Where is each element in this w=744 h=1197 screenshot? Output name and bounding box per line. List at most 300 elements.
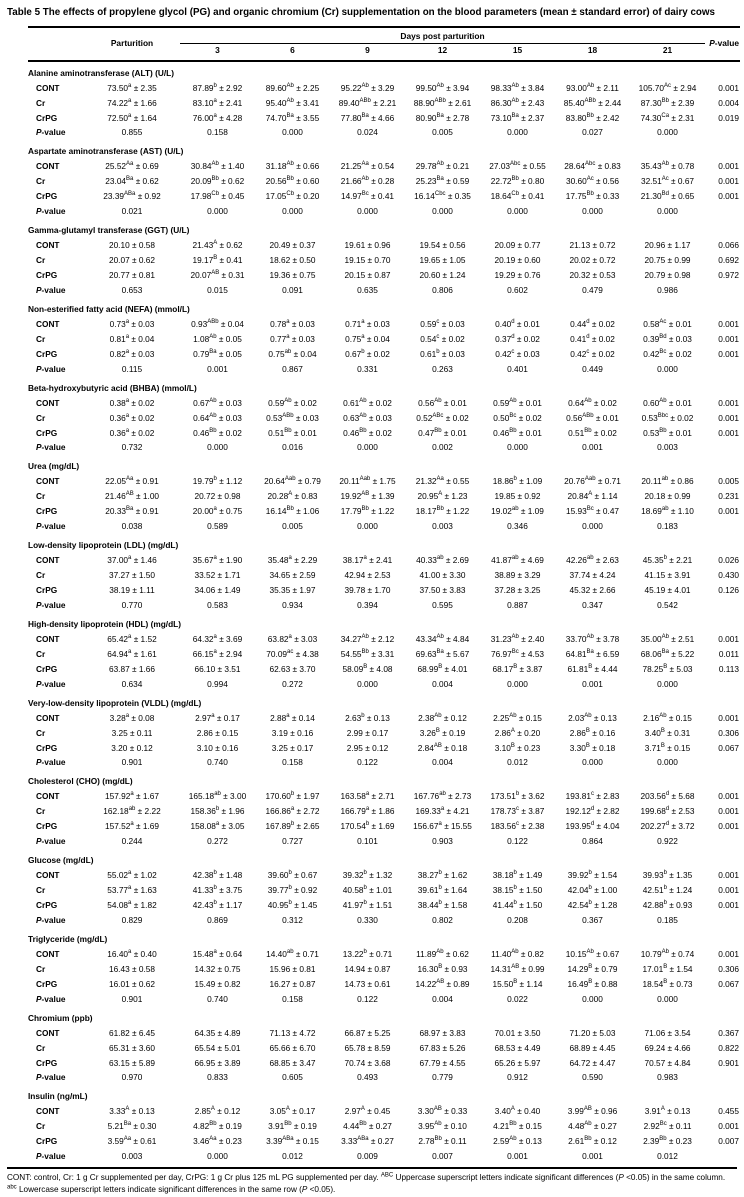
cell-value: 38.89 ± 3.29 xyxy=(494,570,541,581)
table-row xyxy=(28,504,740,519)
cell-value: 83.10$^a$ ± 2.41 xyxy=(192,97,243,108)
row-label: CONT xyxy=(36,318,60,329)
cell-value: $2.86^B \pm 0.16$ xyxy=(569,727,616,738)
cell-value: $2.39^{Bb} \pm 0.23$ xyxy=(643,1136,692,1147)
cell-value: 0.864 xyxy=(582,836,603,847)
cell-value: $3.40^B \pm 0.31$ xyxy=(644,727,691,738)
cell-value: 20.11$^{ab}$ ± 0.86 xyxy=(641,476,694,487)
cell-value: 0.015 xyxy=(207,284,228,295)
cell-value: 18.69$^{ab}$ ± 1.10 xyxy=(641,506,694,517)
cell-value: 67.83 ± 5.26 xyxy=(419,1042,466,1053)
cell-value: 20.00$^a$ ± 0.75 xyxy=(192,506,243,517)
row-label: CrPG xyxy=(36,900,58,911)
row-label: CrPG xyxy=(36,1057,58,1068)
cell-value: 0.000 xyxy=(507,206,528,217)
cell-value: 0.37$^d$ ± 0.02 xyxy=(495,333,540,344)
cell-value: 20.77 ± 0.81 xyxy=(108,270,156,281)
cell-value: 19.79$^b$ ± 1.12 xyxy=(192,476,243,487)
cell-value: 42.94 ± 2.53 xyxy=(344,570,391,581)
cell-value: 0.42$^c$ ± 0.02 xyxy=(570,348,615,359)
cell-value: 0.000 xyxy=(357,442,378,453)
cell-value: $3.33^{ABa} \pm 0.27$ xyxy=(341,1136,394,1147)
cell-value: $3.91^A \pm 0.13$ xyxy=(644,1106,691,1117)
cell-value: 0.71$^a$ ± 0.03 xyxy=(345,318,390,329)
cell-row-pvalue xyxy=(705,1071,740,1086)
cell-value: $21.43^A \pm 0.62$ xyxy=(192,240,243,251)
cell-value: 20.32 ± 0.53 xyxy=(569,270,616,281)
section-row xyxy=(28,770,740,789)
cell-value: 0.394 xyxy=(357,599,378,610)
cell-value: 71.06 ± 3.54 xyxy=(644,1027,691,1038)
cell-value: $30.84^{Ab} \pm 1.40$ xyxy=(190,161,245,172)
cell-row-pvalue: 0.822 xyxy=(718,1042,740,1053)
cell-value: 0.024 xyxy=(357,127,378,138)
cell-row-pvalue: 0.001 xyxy=(718,176,740,187)
cell-value: $29.78^{Ab} \pm 0.21$ xyxy=(415,161,470,172)
row-label: CONT xyxy=(36,82,60,93)
table-row xyxy=(28,96,740,111)
cell-value: 162.18$^{ab}$ ± 2.22 xyxy=(103,806,161,817)
cell-value: 0.740 xyxy=(207,993,228,1004)
cell-value: 178.73$^c$ ± 3.87 xyxy=(490,806,545,817)
cell-value: $3.30^{AB} \pm 0.33$ xyxy=(417,1106,468,1117)
cell-value: $0.60^{Ab} \pm 0.01$ xyxy=(643,397,692,408)
table-row xyxy=(28,962,740,977)
cell-value: 3.28$^a$ ± 0.08 xyxy=(109,712,155,723)
cell-value: $3.91^{Bb} \pm 0.19$ xyxy=(268,1121,317,1132)
cell-value: 3.25 ± 0.11 xyxy=(111,727,153,738)
cell-value: $3.10^B \pm 0.23$ xyxy=(494,742,541,753)
cell-value: $68.06^{Ba} \pm 5.22$ xyxy=(640,648,695,659)
cell-value: 41.33$^b$ ± 3.75 xyxy=(192,885,243,896)
cell-value: 0.401 xyxy=(507,363,528,374)
col-header-day-15: 15 xyxy=(512,45,523,56)
cell-value: 157.92$^a$ ± 1.67 xyxy=(104,791,160,802)
cell-value: 167.89$^b$ ± 2.65 xyxy=(265,821,320,832)
cell-row-pvalue xyxy=(705,283,740,298)
section-row xyxy=(28,61,740,81)
cell-value: $0.46^{Bb} \pm 0.02$ xyxy=(343,427,392,438)
cell-value: $0.51^{Bb} \pm 0.01$ xyxy=(268,427,317,438)
table-row xyxy=(28,1056,740,1071)
cell-value: 42.26$^{ab}$ ± 2.63 xyxy=(566,555,619,566)
row-label: CrPG xyxy=(36,742,58,753)
cell-value: 0.004 xyxy=(432,757,453,768)
cell-value: $3.46^{Aa} \pm 0.23$ xyxy=(193,1136,242,1147)
cell-row-pvalue: 0.001 xyxy=(718,318,740,329)
row-label: CrPG xyxy=(36,348,58,359)
table-row xyxy=(28,756,740,771)
cell-value: 0.75$^{ab}$ ± 0.04 xyxy=(268,348,317,359)
cell-value: 13.22$^b$ ± 0.71 xyxy=(342,948,393,959)
cell-value: $20.56^{Bb} \pm 0.60$ xyxy=(265,176,320,187)
table-row xyxy=(28,883,740,898)
cell-value: 63.87 ± 1.66 xyxy=(108,663,156,674)
cell-value: 0.82$^a$ ± 0.03 xyxy=(109,348,155,359)
cell-value: 0.115 xyxy=(121,363,143,374)
cell-value: 2.86 ± 0.15 xyxy=(196,727,239,738)
cell-value: $28.64^{Abc} \pm 0.83$ xyxy=(564,161,621,172)
table-row xyxy=(28,283,740,298)
cell-value: 65.42$^a$ ± 1.52 xyxy=(107,633,157,644)
cell-value: 67.79 ± 4.55 xyxy=(419,1057,466,1068)
cell-value: 64.94$^a$ ± 1.61 xyxy=(107,648,157,659)
cell-value: $0.56^{ABb} \pm 0.01$ xyxy=(566,412,619,423)
cell-value: 33.52 ± 1.71 xyxy=(194,570,241,581)
section-row xyxy=(28,298,740,317)
cell-value: 0.77$^a$ ± 0.03 xyxy=(270,333,315,344)
cell-row-pvalue: 0.306 xyxy=(718,963,740,974)
row-label: Cr xyxy=(36,1121,46,1132)
cell-value: $16.14^{Bb} \pm 1.06$ xyxy=(265,506,320,517)
cell-value: 0.38$^a$ ± 0.02 xyxy=(109,397,155,408)
cell-value: $1.08^{Ab} \pm 0.05$ xyxy=(193,333,242,344)
col-header-day-21: 21 xyxy=(662,45,673,56)
cell-value: $0.64^{Ab} \pm 0.03$ xyxy=(193,412,242,423)
cell-value: 68.89 ± 4.45 xyxy=(569,1042,616,1053)
cell-value: 0.73$^a$ ± 0.03 xyxy=(109,318,155,329)
cell-value: 42.04$^b$ ± 1.00 xyxy=(567,885,618,896)
cell-value: $0.58^{Ac} \pm 0.01$ xyxy=(643,318,692,329)
cell-row-pvalue: 0.692 xyxy=(718,255,740,266)
cell-value: $61.81^B \pm 4.44$ xyxy=(567,663,618,674)
cell-value: 34.65 ± 2.59 xyxy=(269,570,316,581)
row-label: P-value xyxy=(36,757,66,768)
section-header: Alanine aminotransferase (ALT) (U/L) xyxy=(28,61,740,81)
cell-value: 167.76$^{ab}$ ± 2.73 xyxy=(413,791,472,802)
row-label: Cr xyxy=(36,806,46,817)
section-header: Triglyceride (mg/dL) xyxy=(28,933,108,944)
row-label: P-value xyxy=(36,1072,66,1083)
cell-value: 45.35$^b$ ± 2.21 xyxy=(642,555,693,566)
cell-value: 0.740 xyxy=(207,757,228,768)
cell-value: 170.54$^b$ ± 1.69 xyxy=(340,821,395,832)
cell-value: 0.005 xyxy=(282,521,303,532)
table-row xyxy=(28,126,740,141)
cell-value: 0.000 xyxy=(357,678,378,689)
cell-value: $18.54^B \pm 0.73$ xyxy=(642,978,693,989)
cell-value: 42.51$^b$ ± 1.24 xyxy=(642,885,693,896)
cell-value: $0.79^{Ba} \pm 0.05$ xyxy=(193,348,242,359)
row-label: P-value xyxy=(36,127,66,138)
cell-value: 0.012 xyxy=(282,1151,303,1162)
section-row xyxy=(28,692,740,711)
cell-value: 3.10 ± 0.16 xyxy=(196,742,239,753)
cell-value: 0.001 xyxy=(507,1151,528,1162)
cell-value: $3.40^A \pm 0.40$ xyxy=(494,1106,541,1117)
cell-value: 37.28 ± 3.25 xyxy=(494,585,541,596)
cell-value: $17.79^{Bb} \pm 1.22$ xyxy=(340,506,395,517)
cell-value: 0.970 xyxy=(121,1072,143,1083)
cell-value: $21.46^{AB} \pm 1.00$ xyxy=(104,491,160,502)
row-label: P-value xyxy=(36,1151,66,1162)
cell-value: 76.00$^a$ ± 4.28 xyxy=(192,112,243,123)
cell-value: $5.21^{Ba} \pm 0.30$ xyxy=(107,1121,157,1132)
cell-value: $58.09^B \pm 4.08$ xyxy=(342,663,393,674)
col-header-day-9: 9 xyxy=(365,45,370,56)
cell-value: 39.93$^b$ ± 1.35 xyxy=(642,870,693,881)
cell-value: 0.158 xyxy=(282,993,303,1004)
cell-value: 38.18$^b$ ± 1.49 xyxy=(492,870,543,881)
cell-value: $3.39^{ABa} \pm 0.15$ xyxy=(266,1136,319,1147)
cell-value: $35.00^{Ab} \pm 2.51$ xyxy=(640,633,695,644)
col-header-pvalue: P-value xyxy=(705,27,740,60)
cell-value: 20.10 ± 0.58 xyxy=(108,240,156,251)
table-row xyxy=(28,898,740,913)
cell-value: 0.000 xyxy=(357,521,378,532)
row-label: Cr xyxy=(36,963,46,974)
cell-value: 0.208 xyxy=(507,914,528,925)
table-row xyxy=(28,1105,740,1120)
table-row xyxy=(28,677,740,692)
header-row-1 xyxy=(28,27,740,44)
cell-value: $93.00^{Ab} \pm 2.11$ xyxy=(566,82,619,93)
cell-value: 35.48$^a$ ± 2.29 xyxy=(267,555,318,566)
cell-value: $105.70^{Ac} \pm 2.94$ xyxy=(638,82,697,93)
cell-value: $76.97^{Bc} \pm 4.53$ xyxy=(490,648,545,659)
cell-value: $2.84^{AB} \pm 0.18$ xyxy=(417,742,468,753)
cell-row-pvalue: 0.067 xyxy=(718,742,740,753)
cell-row-pvalue: 0.001 xyxy=(718,397,740,408)
row-label: Cr xyxy=(36,885,46,896)
table-row xyxy=(28,489,740,504)
col-header-day-18: 18 xyxy=(587,45,598,56)
cell-value: $3.26^B \pm 0.19$ xyxy=(419,727,466,738)
row-label: P-value xyxy=(36,442,66,453)
cell-value: $20.64^{Aab} \pm 0.79$ xyxy=(264,476,321,487)
table-row xyxy=(28,1119,740,1134)
cell-value: 0.000 xyxy=(507,127,528,138)
cell-value: $21.25^{Aa} \pm 0.54$ xyxy=(340,161,395,172)
table-row xyxy=(28,568,740,583)
cell-value: 0.855 xyxy=(121,127,143,138)
cell-value: $0.46^{Bb} \pm 0.01$ xyxy=(493,427,542,438)
cell-value: 0.000 xyxy=(582,521,603,532)
cell-value: 0.003 xyxy=(657,442,678,453)
cell-value: $20.95^A \pm 1.23$ xyxy=(417,491,468,502)
cell-value: $88.90^{ABb} \pm 2.61$ xyxy=(413,97,472,108)
cell-value: 61.82 ± 6.45 xyxy=(108,1027,156,1038)
section-row xyxy=(28,219,740,238)
table-row xyxy=(28,189,740,204)
cell-value: $2.59^{Ab} \pm 0.13$ xyxy=(493,1136,542,1147)
cell-value: $30.60^{Ac} \pm 0.56$ xyxy=(565,176,620,187)
cell-value: 73.50$^a$ ± 2.35 xyxy=(107,82,157,93)
cell-value: 0.027 xyxy=(582,127,603,138)
cell-row-pvalue: 0.001 xyxy=(718,412,740,423)
row-label: P-value xyxy=(36,993,66,1004)
cell-value: 65.54 ± 5.01 xyxy=(194,1042,241,1053)
cell-value: 55.02$^a$ ± 1.02 xyxy=(107,870,157,881)
cell-value: 18.62 ± 0.50 xyxy=(269,255,316,266)
cell-value: 0.983 xyxy=(657,1072,678,1083)
cell-value: $64.81^{Ba} \pm 6.59$ xyxy=(565,648,620,659)
cell-value: 0.022 xyxy=(507,993,528,1004)
cell-value: 0.367 xyxy=(582,914,603,925)
cell-value: $33.70^{Ab} \pm 3.78$ xyxy=(565,633,620,644)
cell-value: 0.000 xyxy=(357,206,378,217)
cell-value: 0.000 xyxy=(657,678,678,689)
cell-value: 0.000 xyxy=(207,442,228,453)
cell-value: 0.101 xyxy=(357,836,378,847)
cell-value: $14.31^{AB} \pm 0.99$ xyxy=(490,963,545,974)
cell-value: $3.95^{Ab} \pm 0.10$ xyxy=(418,1121,467,1132)
section-row xyxy=(28,928,740,947)
cell-value: 199.68$^d$ ± 2.53 xyxy=(640,806,695,817)
table-row xyxy=(28,741,740,756)
cell-value: 0.185 xyxy=(657,914,678,925)
section-header: Very-low-density lipoprotein (VLDL) (mg/dL) xyxy=(28,697,202,708)
cell-value: 39.61$^b$ ± 1.64 xyxy=(417,885,468,896)
cell-value: 156.67$^a$ ± 15.55 xyxy=(413,821,472,832)
cell-value: 0.727 xyxy=(282,836,303,847)
cell-value: 0.007 xyxy=(432,1151,453,1162)
section-header: Urea (mg/dL) xyxy=(28,461,80,472)
cell-value: $86.30^{Ab} \pm 2.43$ xyxy=(490,97,545,108)
cell-value: 39.92$^b$ ± 1.54 xyxy=(567,870,618,881)
cell-value: $68.99^B \pm 4.01$ xyxy=(417,663,468,674)
cell-value: 0.122 xyxy=(357,757,378,768)
cell-value: $85.40^{ABb} \pm 2.44$ xyxy=(563,97,622,108)
cell-value: $0.52^{ABc} \pm 0.02$ xyxy=(416,412,469,423)
cell-value: $21.66^{Ab} \pm 0.28$ xyxy=(340,176,395,187)
table-row xyxy=(28,1071,740,1086)
cell-value: 42.88$^b$ ± 0.93 xyxy=(642,900,693,911)
table-row xyxy=(28,1134,740,1149)
row-label: CONT xyxy=(36,1027,60,1038)
section-header: Chromium (ppb) xyxy=(28,1012,93,1023)
row-label: CrPG xyxy=(36,270,58,281)
cell-value: 0.183 xyxy=(657,521,678,532)
cell-value: 202.27$^d$ ± 3.72 xyxy=(640,821,695,832)
blood-parameters-table xyxy=(28,26,740,1164)
cell-value: 0.000 xyxy=(657,127,678,138)
cell-value: 0.986 xyxy=(657,284,678,295)
cell-value: 0.272 xyxy=(282,678,303,689)
cell-value: 68.85 ± 3.47 xyxy=(269,1057,316,1068)
cell-value: $0.39^{Bd} \pm 0.03$ xyxy=(643,333,692,344)
cell-value: $0.46^{Bb} \pm 0.02$ xyxy=(193,427,242,438)
cell-value: 66.87 ± 5.25 xyxy=(344,1027,391,1038)
cell-value: 21.13 ± 0.72 xyxy=(569,240,616,251)
cell-value: 0.009 xyxy=(357,1151,378,1162)
cell-value: $27.03^{Abc} \pm 0.55$ xyxy=(489,161,546,172)
cell-value: 0.605 xyxy=(282,1072,303,1083)
cell-value: 20.09 ± 0.77 xyxy=(494,240,541,251)
section-header: Low-density lipoprotein (LDL) (mg/dL) xyxy=(28,540,179,551)
row-label: CONT xyxy=(36,633,60,644)
row-label: Cr xyxy=(36,97,46,108)
cell-value: 0.000 xyxy=(282,206,303,217)
cell-value: 70.74 ± 3.68 xyxy=(344,1057,391,1068)
cell-value: 41.44$^b$ ± 1.50 xyxy=(492,900,543,911)
cell-value: $22.72^{Bb} \pm 0.80$ xyxy=(490,176,545,187)
cell-value: $2.97^A \pm 0.45$ xyxy=(344,1106,391,1117)
cell-value: 0.001 xyxy=(582,678,603,689)
table-row xyxy=(28,598,740,613)
cell-value: 0.67$^b$ ± 0.02 xyxy=(345,348,390,359)
cell-value: 68.97 ± 3.83 xyxy=(419,1027,466,1038)
table-row xyxy=(28,583,740,598)
cell-value: $87.30^{Bb} \pm 2.39$ xyxy=(640,97,695,108)
cell-value: 0.016 xyxy=(282,442,303,453)
cell-value: 0.81$^a$ ± 0.04 xyxy=(109,333,155,344)
table-header xyxy=(28,27,740,60)
cell-value: 0.479 xyxy=(582,284,603,295)
cell-value: $31.18^{Ab} \pm 0.66$ xyxy=(265,161,320,172)
cell-row-pvalue xyxy=(705,913,740,928)
cell-value: 70.01 ± 3.50 xyxy=(494,1027,541,1038)
section-header: Cholesterol (CHO) (mg/dL) xyxy=(28,776,133,787)
cell-row-pvalue xyxy=(705,598,740,613)
cell-row-pvalue xyxy=(705,126,740,141)
cell-value: 19.65 ± 1.05 xyxy=(419,255,466,266)
cell-value: 0.000 xyxy=(207,1151,228,1162)
cell-value: 0.000 xyxy=(432,206,453,217)
cell-value: 14.94 ± 0.87 xyxy=(344,963,391,974)
section-row xyxy=(28,1085,740,1104)
section-header: Insulin (ng/mL) xyxy=(28,1091,88,1102)
cell-value: 183.56$^c$ ± 2.38 xyxy=(490,821,545,832)
row-label: P-value xyxy=(36,836,66,847)
table-row xyxy=(28,347,740,362)
row-label: Cr xyxy=(36,1042,46,1053)
cell-value: 0.829 xyxy=(121,914,143,925)
cell-value: $15.93^{Bc} \pm 0.47$ xyxy=(565,506,620,517)
cell-value: $2.03^{Ab} \pm 0.13$ xyxy=(568,712,617,723)
cell-row-pvalue: 0.001 xyxy=(718,885,740,896)
cell-value: 0.272 xyxy=(207,836,228,847)
row-label: Cr xyxy=(36,255,46,266)
cell-value: 62.63 ± 3.70 xyxy=(269,663,316,674)
cell-value: 0.901 xyxy=(121,757,143,768)
cell-value: $10.79^{Ab} \pm 0.74$ xyxy=(640,948,695,959)
cell-value: 19.29 ± 0.76 xyxy=(494,270,541,281)
cell-value: 38.15$^b$ ± 1.50 xyxy=(492,885,543,896)
cell-value: $0.53^{Bbc} \pm 0.02$ xyxy=(641,412,694,423)
row-label: CONT xyxy=(36,1106,60,1117)
cell-value: $0.93^{ABb} \pm 0.04$ xyxy=(191,318,244,329)
cell-value: $95.22^{Ab} \pm 3.29$ xyxy=(340,82,395,93)
cell-value: 0.61$^b$ ± 0.03 xyxy=(420,348,465,359)
cell-value: $89.60^{Ab} \pm 2.25$ xyxy=(265,82,320,93)
cell-value: 0.244 xyxy=(121,836,143,847)
table-row xyxy=(28,204,740,219)
cell-row-pvalue: 0.001 xyxy=(718,333,740,344)
cell-value: 3.20 ± 0.12 xyxy=(111,742,153,753)
cell-value: 66.15$^a$ ± 2.94 xyxy=(192,648,243,659)
cell-value: $11.89^{Ab} \pm 0.62$ xyxy=(416,948,469,959)
cell-value: 2.99 ± 0.17 xyxy=(346,727,389,738)
cell-row-pvalue: 0.001 xyxy=(718,900,740,911)
cell-value: 53.77$^a$ ± 1.63 xyxy=(107,885,157,896)
cell-value: 39.60$^b$ ± 0.67 xyxy=(267,870,318,881)
cell-row-pvalue: 0.001 xyxy=(718,348,740,359)
cell-value: 0.493 xyxy=(357,1072,378,1083)
cell-row-pvalue: 0.066 xyxy=(718,240,740,251)
cell-row-pvalue: 0.001 xyxy=(718,870,740,881)
cell-value: 0.000 xyxy=(582,206,603,217)
cell-value: 165.18$^{ab}$ ± 3.00 xyxy=(188,791,247,802)
cell-value: 40.33$^{ab}$ ± 2.69 xyxy=(416,555,469,566)
cell-value: 0.001 xyxy=(207,363,228,374)
cell-value: 0.867 xyxy=(282,363,303,374)
row-label: CrPG xyxy=(36,506,58,517)
cell-value: $0.61^{Ab} \pm 0.02$ xyxy=(343,397,392,408)
cell-value: $20.76^{Aab} \pm 0.71$ xyxy=(564,476,621,487)
section-header: Beta-hydroxybutyric acid (BHBA) (mmol/L) xyxy=(28,382,197,393)
section-row xyxy=(28,455,740,474)
